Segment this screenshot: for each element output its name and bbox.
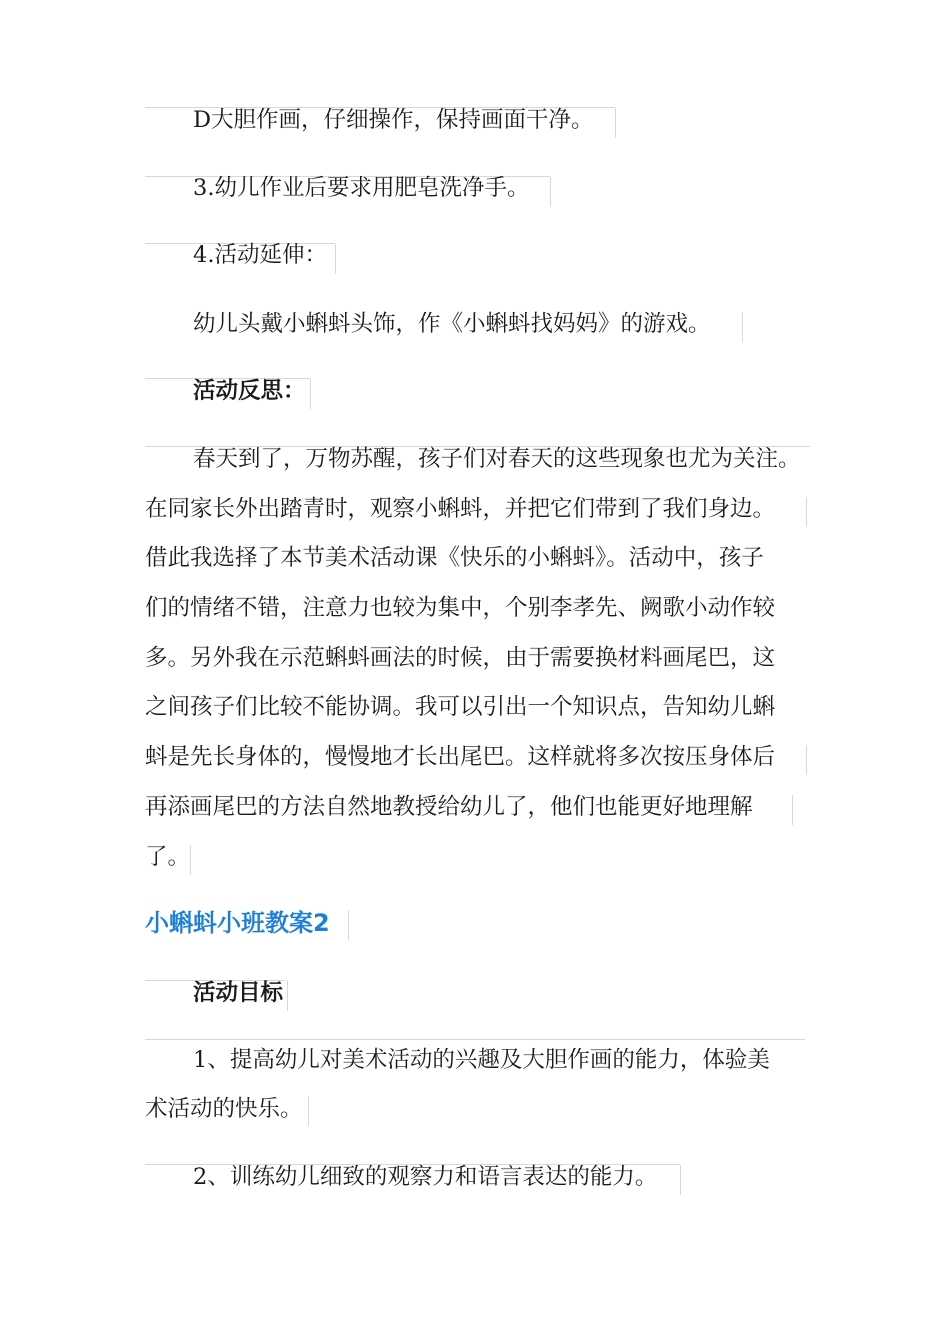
rule-tick: [348, 910, 349, 940]
paragraph-line: 再添画尾巴的方法自然地教授给幼儿了，他们也能更好地理解: [145, 794, 753, 820]
rule-tick: [287, 981, 288, 1011]
paragraph-line: 们的情绪不错，注意力也较为集中，个别李孝先、阙歌小动作较: [145, 595, 776, 621]
paragraph-line: 3.幼儿作业后要求用肥皂洗净手。: [193, 175, 530, 201]
rule-tick: [308, 1096, 309, 1126]
rule-tick: [742, 312, 743, 342]
paragraph-line: 春天到了，万物苏醒，孩子们对春天的这些现象也尤为关注。: [193, 446, 801, 472]
paragraph-line: 术活动的快乐。: [145, 1096, 303, 1122]
paragraph-line: 幼儿头戴小蝌蚪头饰，作《小蝌蚪找妈妈》的游戏。: [193, 311, 711, 337]
rule-tick: [792, 795, 793, 825]
rule-tick: [335, 244, 336, 274]
section-heading-reflection: 活动反思：: [193, 378, 306, 404]
paragraph-line: 多。另外我在示范蝌蚪画法的时候，由于需要换材料画尾巴，这: [145, 645, 776, 671]
rule-tick: [550, 177, 551, 207]
paragraph-line: 4.活动延伸：: [193, 242, 327, 268]
paragraph-line: 了。: [145, 844, 191, 870]
paragraph-line: 之间孩子们比较不能协调。我可以引出一个知识点，告知幼儿蝌: [145, 694, 776, 720]
rule-line: [145, 1039, 805, 1040]
rule-tick: [615, 108, 616, 138]
paragraph-line: 在同家长外出踏青时，观察小蝌蚪，并把它们带到了我们身边。: [145, 496, 776, 522]
rule-tick: [806, 745, 807, 775]
rule-tick: [680, 1165, 681, 1195]
paragraph-line: 蚪是先长身体的，慢慢地才长出尾巴。这样就将多次按压身体后: [145, 744, 776, 770]
rule-tick: [806, 497, 807, 527]
section-heading-goals: 活动目标: [193, 980, 284, 1006]
rule-tick: [190, 845, 191, 875]
paragraph-line: 1、提高幼儿对美术活动的兴趣及大胆作画的能力，体验美: [193, 1047, 770, 1073]
paragraph-line: D大胆作画，仔细操作，保持画面干净。: [193, 107, 594, 133]
paragraph-line: 2、训练幼儿细致的观察力和语言表达的能力。: [193, 1164, 658, 1190]
paragraph-line: 借此我选择了本节美术活动课《快乐的小蝌蚪》。活动中，孩子: [145, 545, 764, 571]
rule-tick: [310, 379, 311, 409]
section-title: 小蝌蚪小班教案2: [145, 909, 330, 937]
